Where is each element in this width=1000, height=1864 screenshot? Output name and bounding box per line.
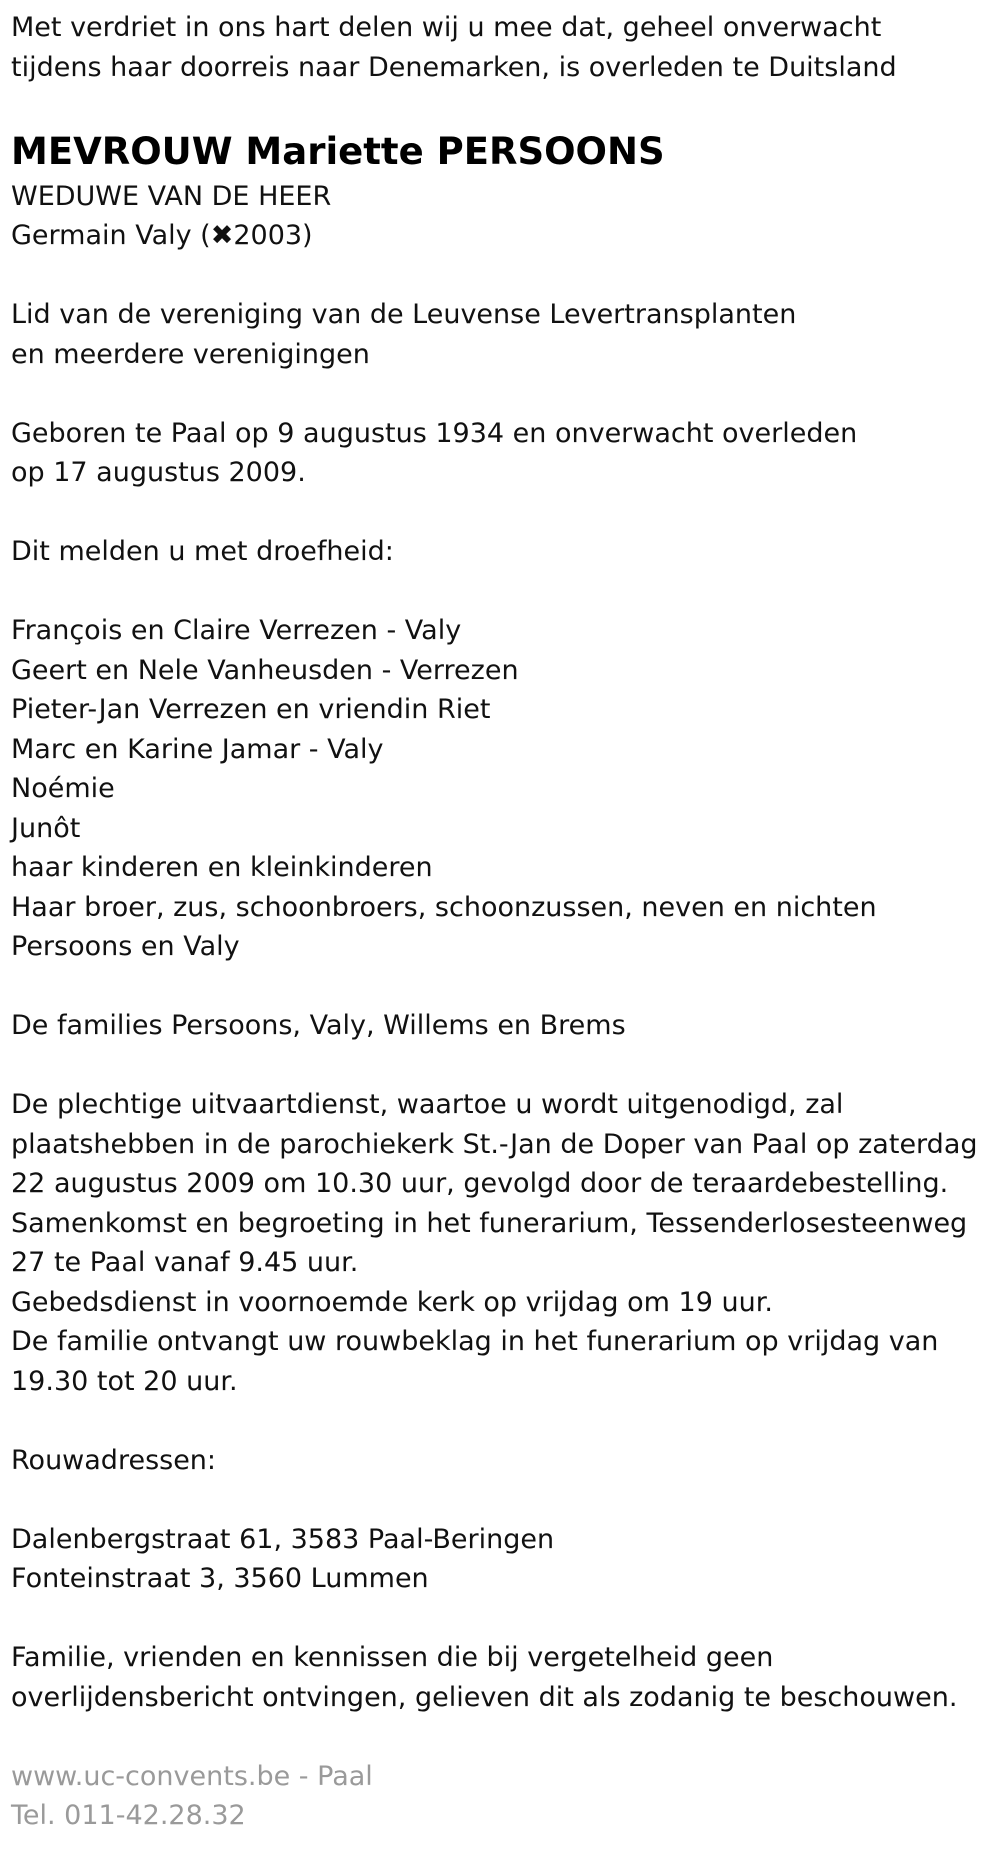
announce-intro: Dit melden u met droefheid:: [11, 536, 394, 567]
spacer: [11, 1599, 1000, 1639]
service-line: plaatshebben in de parochiekerk St.-Jan de Doper van Paal op zaterdag: [11, 1128, 978, 1160]
families-line: De families Persoons, Valy, Willems en Brems: [11, 1010, 626, 1041]
service-line: Gebedsdienst in voornoemde kerk op vrijdag om 19 uur.: [11, 1286, 773, 1318]
spacer: [11, 1401, 1000, 1441]
intro-line-2: tijdens haar doorreis naar Denemarken, is overleden te Duitsland: [11, 51, 897, 83]
footer: [11, 1757, 1000, 1836]
mourner-item: haar kinderen en kleinkinderen: [11, 852, 433, 883]
membership-line-1: Lid van de vereniging van de Leuvense Levertransplanten: [11, 299, 797, 330]
mourner-item: Pieter-Jan Verrezen en vriendin Riet: [11, 694, 491, 725]
mourner-item: François en Claire Verrezen - Valy: [11, 615, 462, 646]
service-section: [11, 1085, 1000, 1401]
footer-website: www.uc-convents.be - Paal: [11, 1760, 373, 1792]
spacer: [11, 374, 1000, 414]
mourner-item: Marc en Karine Jamar - Valy: [11, 733, 384, 765]
spacer: [11, 256, 1000, 296]
address-line: Dalenbergstraat 61, 3583 Paal-Beringen: [11, 1523, 555, 1555]
mourner-item: Persoons en Valy: [11, 931, 240, 962]
birth-death-line-2: op 17 augustus 2009.: [11, 457, 306, 488]
mourner-item: Geert en Nele Vanheusden - Verrezen: [11, 654, 519, 686]
mourners-list: [11, 611, 1000, 967]
service-line: Samenkomst en begroeting in het funerarium, Tessenderlosesteenweg: [11, 1207, 968, 1239]
spacer: [11, 572, 1000, 612]
service-line: De familie ontvangt uw rouwbeklag in het funerarium op vrijdag van: [11, 1326, 939, 1357]
service-line: 27 te Paal vanaf 9.45 uur.: [11, 1247, 359, 1278]
service-line: De plechtige uitvaartdienst, waartoe u wordt uitgenodigd, zal: [11, 1089, 844, 1120]
intro-section: [11, 8, 1000, 87]
service-line: 19.30 tot 20 uur.: [11, 1365, 238, 1397]
spacer: [11, 493, 1000, 533]
spacer: [11, 1480, 1000, 1520]
addresses-section: [11, 1520, 1000, 1599]
spacer: [11, 967, 1000, 1007]
deceased-name: MEVROUW Mariette PERSOONS: [11, 129, 665, 173]
spacer: [11, 1717, 1000, 1757]
birth-death-line-1: Geboren te Paal op 9 augustus 1934 en onverwacht overleden: [11, 417, 858, 449]
service-line: 22 augustus 2009 om 10.30 uur, gevolgd door de teraardebestelling.: [11, 1168, 949, 1199]
mourner-item: Junôt: [11, 812, 81, 844]
widow-line: WEDUWE VAN DE HEER: [11, 180, 332, 212]
closing-line-1: Familie, vrienden en kennissen die bij vergetelheid geen: [11, 1642, 774, 1673]
spacer: [11, 1046, 1000, 1086]
footer-phone: Tel. 011-42.28.32: [11, 1800, 246, 1831]
closing-section: [11, 1638, 1000, 1717]
addresses-label: Rouwadressen:: [11, 1444, 217, 1476]
mourner-item: Noémie: [11, 773, 115, 804]
spacer: [11, 87, 1000, 127]
closing-line-2: overlijdensbericht ontvingen, gelieven dit als zodanig te beschouwen.: [11, 1681, 958, 1713]
intro-line-1: Met verdriet in ons hart delen wij u mee dat, geheel onverwacht: [11, 12, 882, 43]
spouse-line: Germain Valy (✖2003): [11, 220, 313, 251]
deceased-section: [11, 129, 1000, 256]
mourner-item: Haar broer, zus, schoonbroers, schoonzussen, neven en nichten: [11, 891, 877, 923]
address-line: Fonteinstraat 3, 3560 Lummen: [11, 1563, 429, 1594]
membership-line-2: en meerdere verenigingen: [11, 338, 370, 370]
membership-section: [11, 295, 1000, 374]
birth-death-section: [11, 414, 1000, 493]
